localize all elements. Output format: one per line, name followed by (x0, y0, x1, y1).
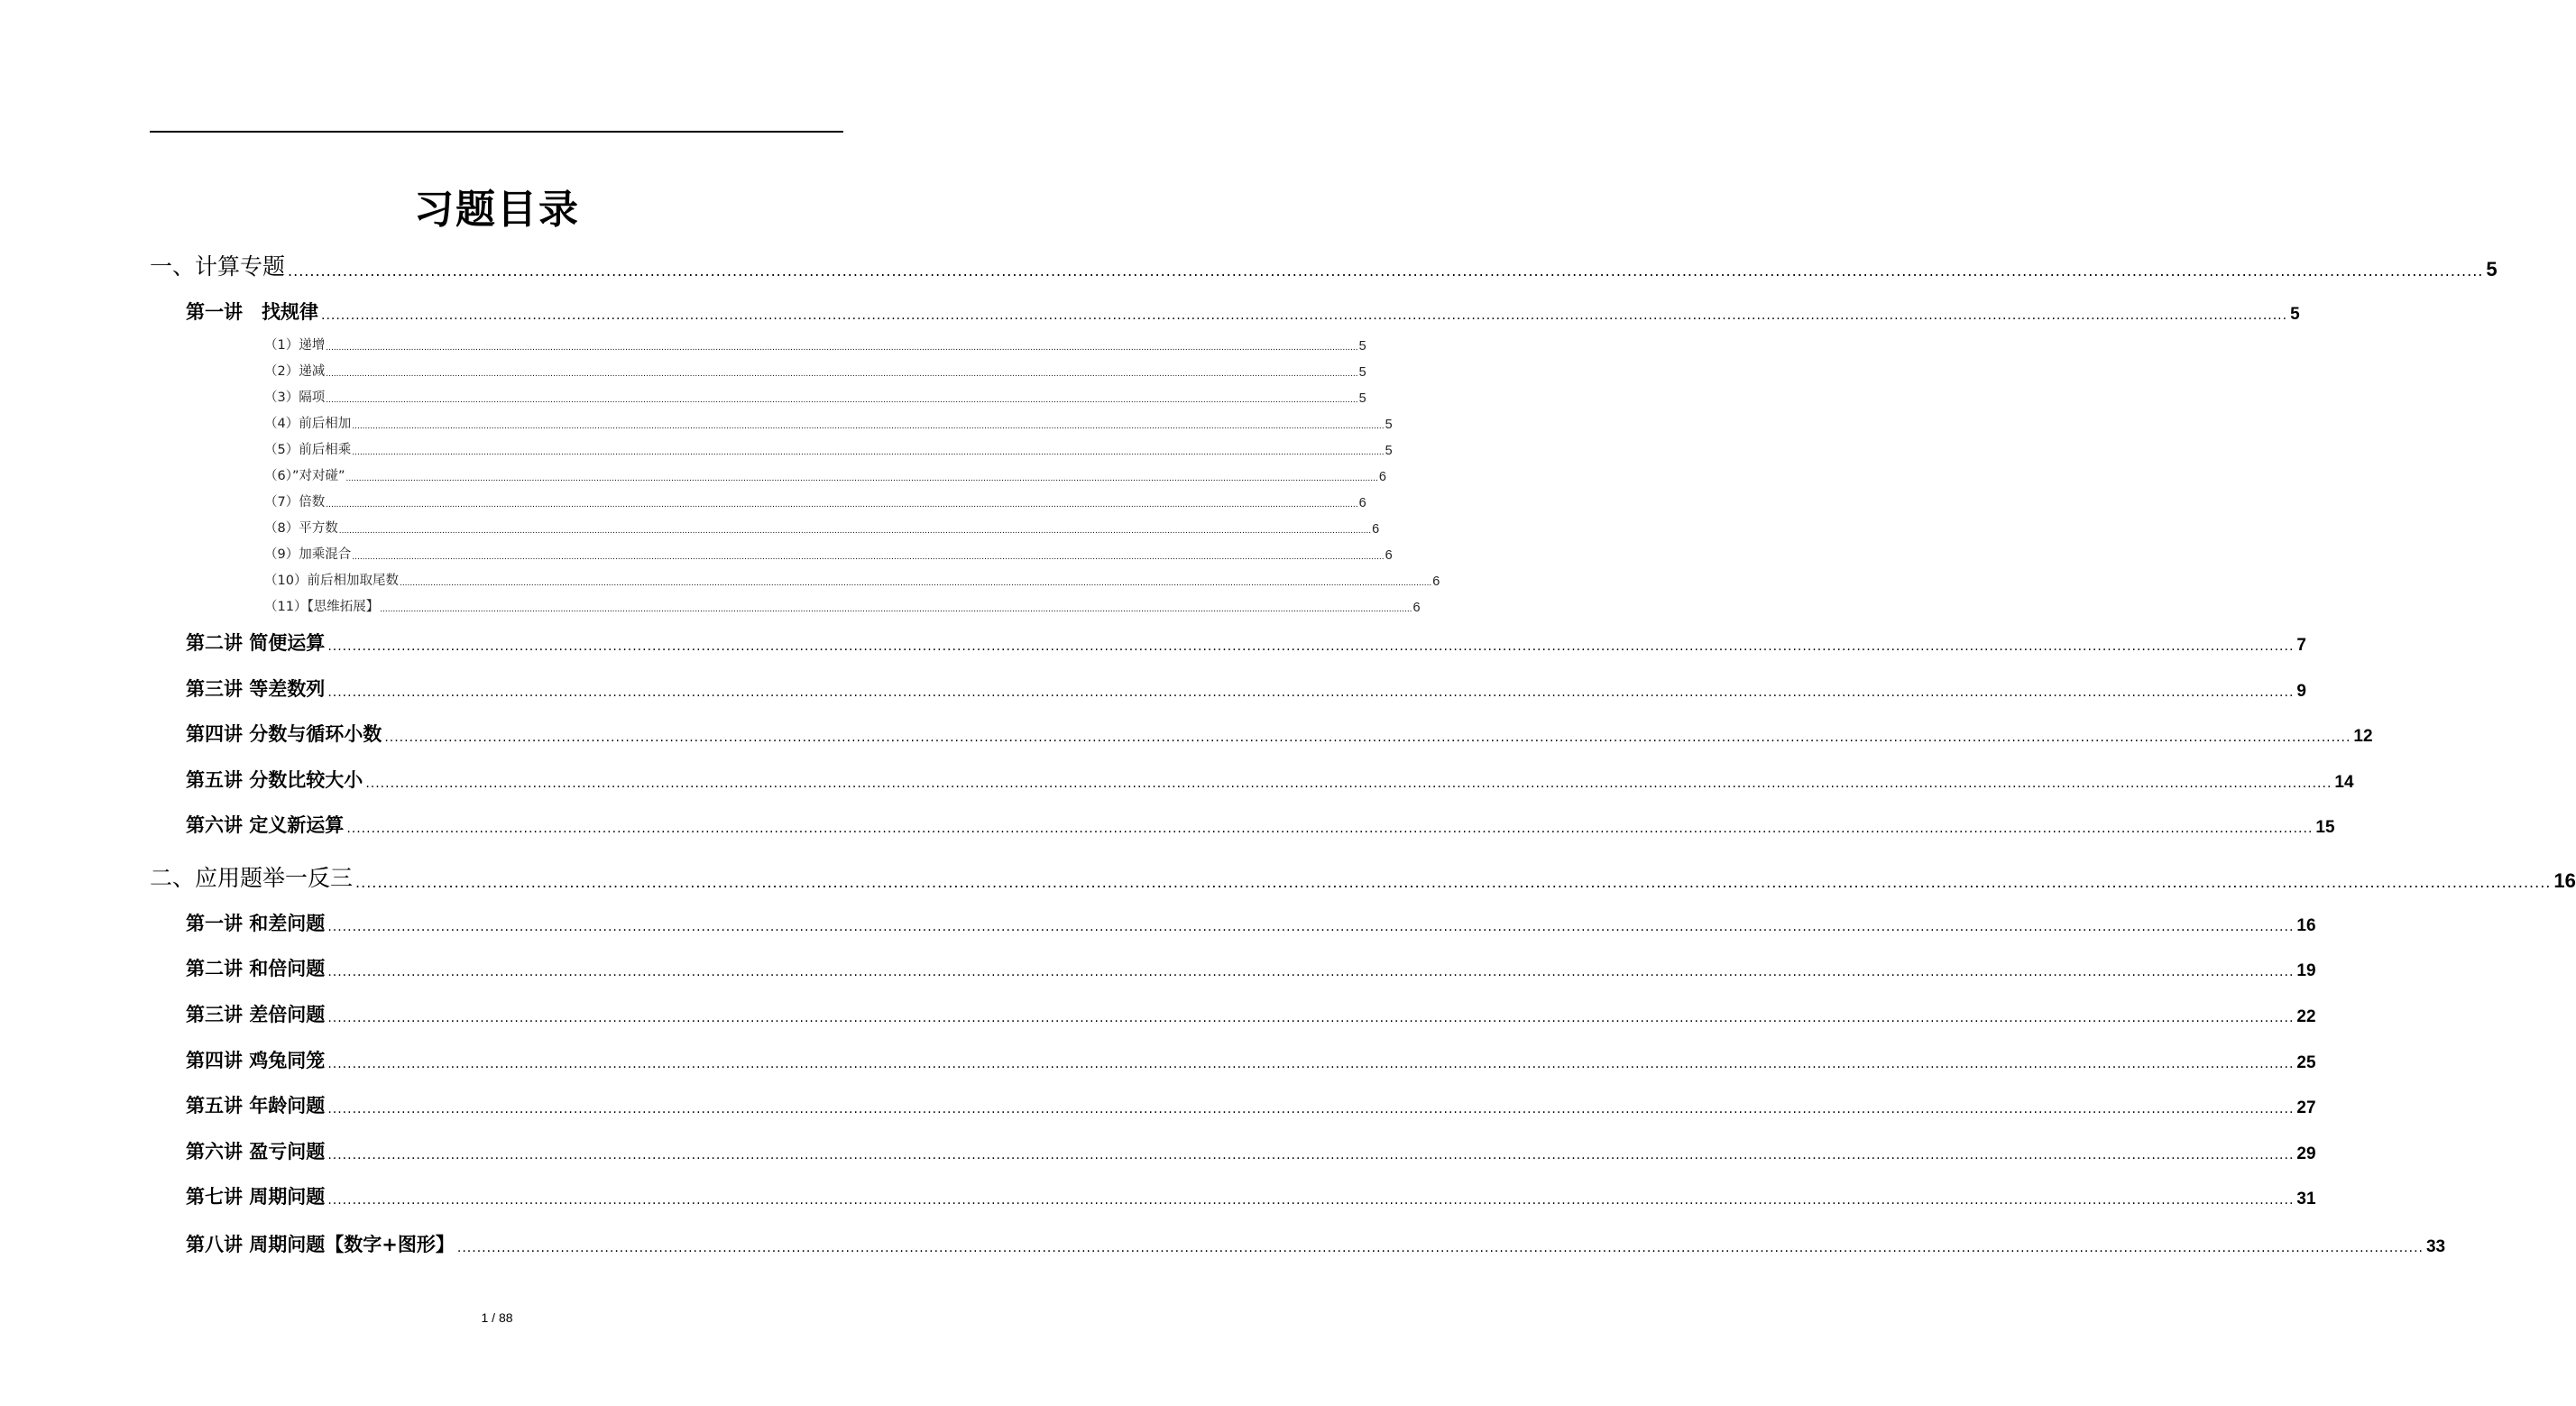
toc-entry-label: 第五讲 年龄问题 (186, 1095, 326, 1117)
toc-entry-label: 第一讲 找规律 (186, 301, 318, 323)
toc-entry[interactable] (264, 596, 1421, 615)
toc-entry-label: （9）加乘混合 (264, 547, 352, 562)
toc-entry-label: 第六讲 定义新运算 (186, 814, 345, 836)
toc-page-number: 5 (2290, 305, 2300, 324)
toc-page-number: 22 (2296, 1007, 2316, 1026)
toc-leader-dots: ................................................................................................................................................................................................................................................................................................................................................................................................................ (327, 685, 2295, 700)
toc-leader-dots: ................................................................................................................................................................................................................................................................................................................................................................................................................ (456, 1241, 2424, 1255)
toc-page-number: 19 (2296, 961, 2316, 980)
toc-entry[interactable] (186, 1091, 2316, 1118)
toc-entry-label: 第六讲 盈亏问题 (186, 1141, 326, 1162)
toc-entry[interactable] (264, 465, 1386, 484)
toc-entry-label: （5）前后相乘 (264, 443, 352, 457)
toc-entry-label: 第四讲 鸡兔同笼 (186, 1050, 326, 1071)
toc-page-number: 7 (2296, 636, 2306, 655)
toc-leader-dots: ................................................................................................................................................................................................................................................................................................................................................................................................................ (352, 553, 1385, 562)
toc-page-number: 16 (2553, 869, 2576, 892)
toc-entry[interactable] (186, 954, 2316, 981)
toc-entry[interactable] (264, 361, 1366, 380)
toc-entry-label: 第四讲 分数与循环小数 (186, 723, 382, 745)
toc-entry[interactable] (186, 298, 2300, 325)
toc-entry-label: 第一讲 和差问题 (186, 913, 326, 934)
toc-page-number: 6 (1358, 496, 1366, 510)
toc-entry-label: 第三讲 等差数列 (186, 678, 326, 700)
toc-entry[interactable] (264, 335, 1366, 354)
toc-entry[interactable] (150, 249, 2498, 281)
toc-page-number: 14 (2334, 773, 2354, 792)
toc-entry[interactable] (186, 1230, 2446, 1257)
toc-entry-label: （8）平方数 (264, 521, 338, 536)
toc-leader-dots: ................................................................................................................................................................................................................................................................................................................................................................................................................ (352, 448, 1385, 457)
toc-page-number: 31 (2296, 1190, 2316, 1208)
toc-entry[interactable] (264, 544, 1393, 563)
toc-entry[interactable] (186, 1000, 2316, 1027)
toc-entry[interactable] (264, 570, 1440, 589)
toc-leader-dots: ................................................................................................................................................................................................................................................................................................................................................................................................................ (327, 1148, 2295, 1162)
toc-entry[interactable] (186, 629, 2306, 656)
toc-entry-label: （7）倍数 (264, 495, 326, 510)
toc-page-number: 25 (2296, 1053, 2316, 1072)
toc-entry-label: （4）前后相加 (264, 417, 352, 431)
toc-entry[interactable] (186, 720, 2373, 747)
toc-leader-dots: ................................................................................................................................................................................................................................................................................................................................................................................................................ (338, 527, 1372, 536)
toc-leader-dots: ................................................................................................................................................................................................................................................................................................................................................................................................................ (384, 731, 2351, 745)
toc-page-number: 12 (2353, 727, 2373, 746)
toc-leader-dots: ................................................................................................................................................................................................................................................................................................................................................................................................................ (327, 1193, 2295, 1208)
toc-page-number: 29 (2296, 1144, 2316, 1163)
toc-entry-label: 一、计算专题 (150, 253, 286, 280)
toc-entry-label: （6）”对对碰” (264, 469, 345, 483)
toc-page-number: 5 (1385, 418, 1393, 432)
toc-page-number: 5 (1358, 365, 1366, 380)
toc-leader-dots: ................................................................................................................................................................................................................................................................................................................................................................................................................ (399, 579, 1432, 588)
page-indicator: 1 / 88 (481, 1310, 513, 1325)
toc-leader-dots: ................................................................................................................................................................................................................................................................................................................................................................................................................ (365, 777, 2332, 791)
toc-page-number: 27 (2296, 1098, 2316, 1117)
toc-entry[interactable] (186, 766, 2354, 793)
toc-leader-dots: ................................................................................................................................................................................................................................................................................................................................................................................................................ (326, 396, 1358, 405)
toc-leader-dots: ................................................................................................................................................................................................................................................................................................................................................................................................................ (345, 474, 1378, 483)
toc-entry-label: （2）递减 (264, 364, 326, 379)
toc-leader-dots: ................................................................................................................................................................................................................................................................................................................................................................................................................ (327, 1057, 2295, 1071)
toc-entry[interactable] (264, 413, 1393, 432)
toc-leader-dots: ................................................................................................................................................................................................................................................................................................................................................................................................................ (380, 605, 1412, 614)
toc-leader-dots: ................................................................................................................................................................................................................................................................................................................................................................................................................ (326, 370, 1358, 379)
toc-entry-label: 第七讲 周期问题 (186, 1186, 326, 1208)
toc-page-number: 5 (2486, 258, 2498, 280)
toc-entry-label: （1）递增 (264, 338, 326, 353)
page-title: 习题目录 (414, 187, 580, 233)
toc-leader-dots: ................................................................................................................................................................................................................................................................................................................................................................................................................ (346, 822, 2314, 836)
toc-entry-label: 第三讲 差倍问题 (186, 1004, 326, 1025)
toc-leader-dots: ................................................................................................................................................................................................................................................................................................................................................................................................................ (327, 1102, 2295, 1117)
toc-entry[interactable] (186, 1046, 2316, 1073)
toc-page-number: 6 (1412, 601, 1421, 615)
toc-page-number: 16 (2296, 916, 2316, 935)
toc-entry[interactable] (186, 909, 2316, 936)
toc-page-number: 15 (2315, 818, 2335, 837)
toc-entry-label: 第八讲 周期问题【数字+图形】 (186, 1234, 455, 1255)
toc-page-number: 5 (1358, 391, 1366, 406)
toc-leader-dots: ................................................................................................................................................................................................................................................................................................................................................................................................................ (326, 501, 1358, 510)
toc-entry[interactable] (264, 492, 1366, 510)
toc-leader-dots: ................................................................................................................................................................................................................................................................................................................................................................................................................ (327, 920, 2295, 934)
toc-entry-label: （11）【思维拓展】 (264, 600, 380, 614)
toc-page-number: 9 (2296, 682, 2306, 701)
toc-entry[interactable] (186, 811, 2335, 838)
toc-entry-label: （10）前后相加取尾数 (264, 574, 399, 588)
toc-leader-dots: ................................................................................................................................................................................................................................................................................................................................................................................................................ (326, 344, 1358, 353)
toc-page-number: 6 (1378, 470, 1386, 484)
toc-page-number: 33 (2425, 1237, 2446, 1256)
toc-entry-label: 二、应用题举一反三 (150, 865, 354, 891)
toc-leader-dots: ................................................................................................................................................................................................................................................................................................................................................................................................................ (288, 262, 2484, 280)
toc-entry[interactable] (264, 518, 1380, 537)
toc-leader-dots: ................................................................................................................................................................................................................................................................................................................................................................................................................ (327, 1011, 2295, 1025)
toc-entry-label: （3）隔项 (264, 391, 326, 405)
toc-entry-label: 第二讲 简便运算 (186, 632, 326, 654)
toc-entry[interactable] (186, 1137, 2316, 1164)
toc-leader-dots: ................................................................................................................................................................................................................................................................................................................................................................................................................ (321, 308, 2288, 323)
toc-page-number: 6 (1432, 574, 1440, 589)
toc-leader-dots: ................................................................................................................................................................................................................................................................................................................................................................................................................ (327, 965, 2295, 979)
toc-page-number: 5 (1358, 339, 1366, 354)
toc-entry[interactable] (186, 1182, 2316, 1209)
toc-entry[interactable] (264, 439, 1393, 458)
toc-page-number: 6 (1385, 548, 1393, 563)
toc-entry-label: 第二讲 和倍问题 (186, 958, 326, 979)
toc-leader-dots: ................................................................................................................................................................................................................................................................................................................................................................................................................ (327, 639, 2295, 654)
toc-entry[interactable] (150, 860, 2576, 893)
toc-entry[interactable] (186, 675, 2306, 702)
toc-page-number: 5 (1385, 444, 1393, 458)
toc-leader-dots: ................................................................................................................................................................................................................................................................................................................................................................................................................ (352, 422, 1385, 431)
toc-entry[interactable] (264, 387, 1366, 406)
toc-page-number: 6 (1372, 522, 1380, 537)
toc-leader-dots: ................................................................................................................................................................................................................................................................................................................................................................................................................ (355, 874, 2552, 891)
toc-entry-label: 第五讲 分数比较大小 (186, 769, 363, 791)
